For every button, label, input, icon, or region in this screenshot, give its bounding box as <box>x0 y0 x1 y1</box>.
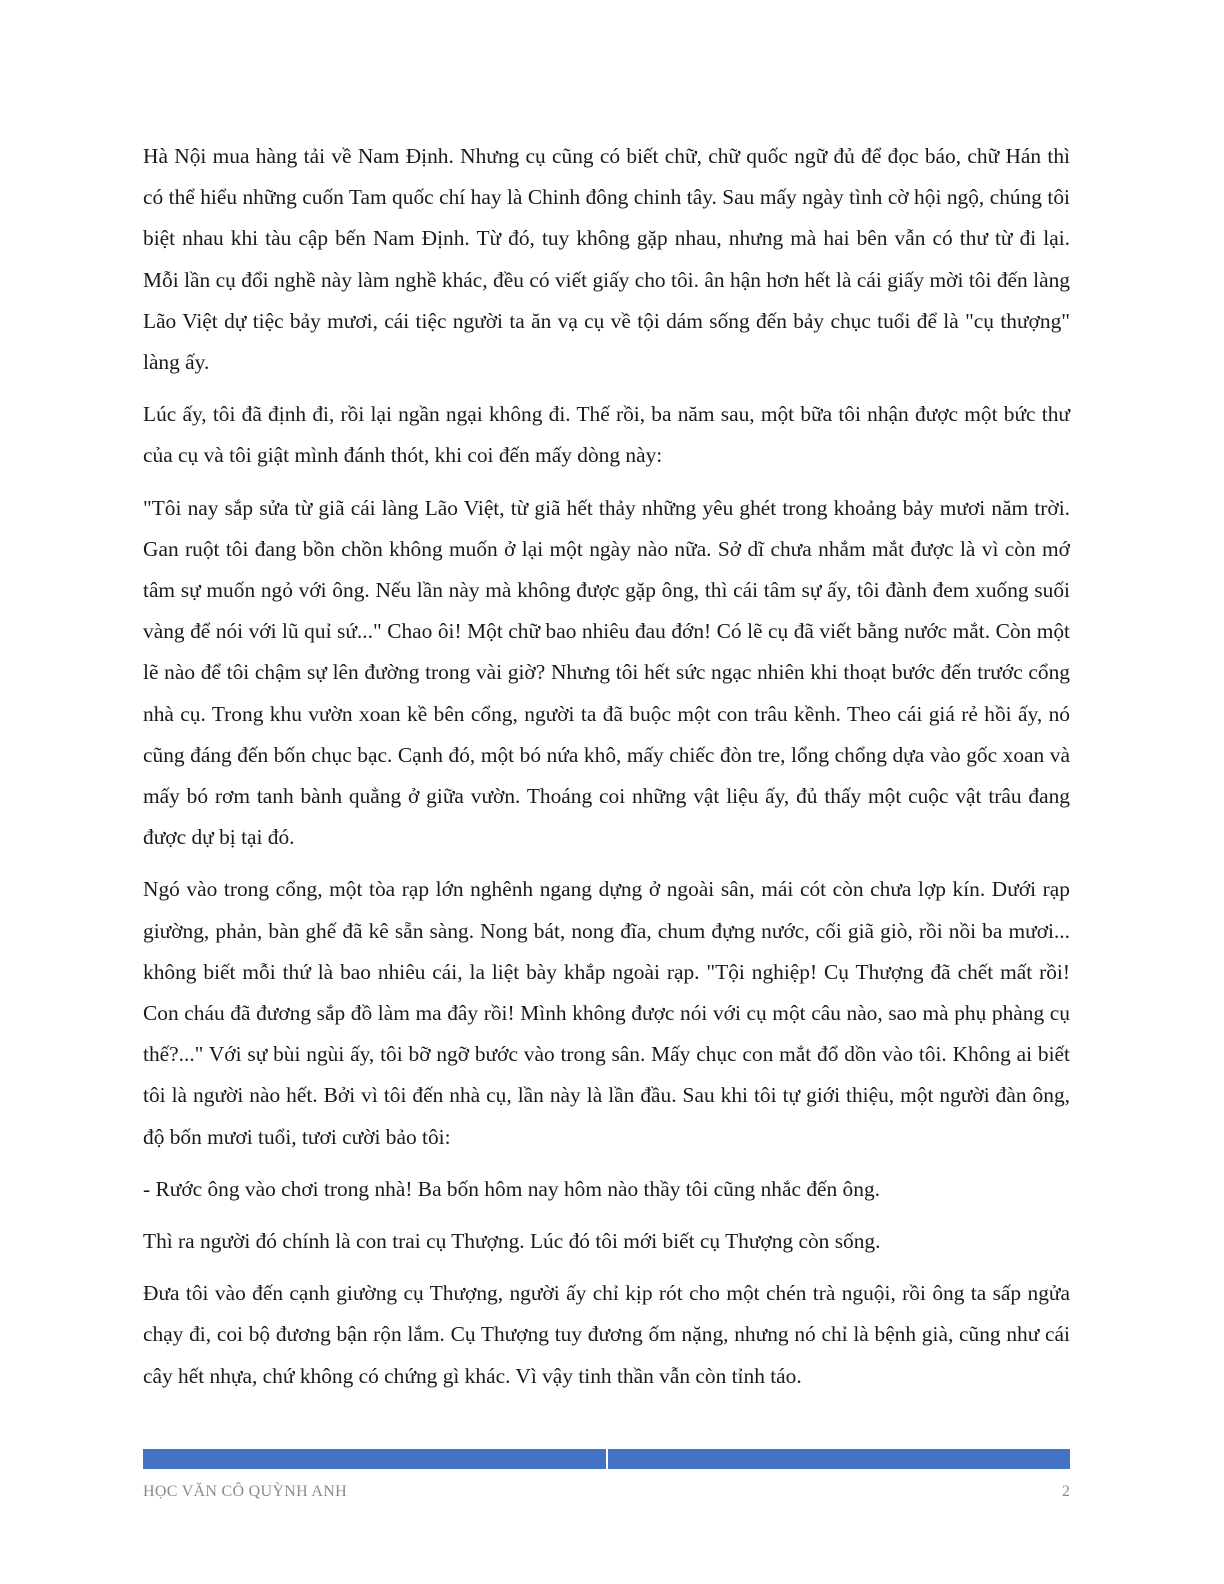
document-body <box>143 136 1070 1408</box>
footer-divider-bar <box>143 1449 1070 1469</box>
paragraph-2: Lúc ấy, tôi đã định đi, rồi lại ngần ngại không đi. Thế rồi, ba năm sau, một bữa tôi nhận được một bức thư của cụ và tôi giật mình đánh thót, khi coi đến mấy dòng này: <box>143 402 1070 468</box>
paragraph-7: Đưa tôi vào đến cạnh giường cụ Thượng, người ấy chỉ kịp rót cho một chén trà nguội, rồi ông ta sấp ngửa chạy đi, coi bộ đương bận rộn lắm. Cụ Thượng tuy đương ốm nặng, nhưng nó chỉ là bệnh già, cũng như cái cây hết nhựa, chứ không có chứng gì khác. Vì vậy tinh thần vẫn còn tỉnh táo. <box>143 1281 1070 1388</box>
page-number: 2 <box>1062 1483 1070 1500</box>
footer-bar-seam <box>606 1449 608 1469</box>
paragraph-1: Hà Nội mua hàng tải về Nam Định. Nhưng cụ cũng có biết chữ, chữ quốc ngữ đủ để đọc báo, chữ Hán thì có thể hiểu những cuốn Tam quốc chí hay là Chinh đông chinh tây. Sau mấy ngày tình cờ hội ngộ, chúng tôi biệt nhau khi tàu cập bến Nam Định. Từ đó, tuy không gặp nhau, nhưng mà hai bên vẫn có thư từ đi lại. Mỗi lần cụ đổi nghề này làm nghề khác, đều có viết giấy cho tôi. ân hận hơn hết là cái giấy mời tôi đến làng Lão Việt dự tiệc bảy mươi, cái tiệc người ta ăn vạ cụ về tội dám sống đến bảy chục tuổi để là "cụ thượng" làng ấy. <box>143 144 1070 375</box>
paragraph-6: Thì ra người đó chính là con trai cụ Thượng. Lúc đó tôi mới biết cụ Thượng còn sống. <box>143 1229 881 1254</box>
paragraph-4: Ngó vào trong cổng, một tòa rạp lớn nghênh ngang dựng ở ngoài sân, mái cót còn chưa lợp kín. Dưới rạp giường, phản, bàn ghế đã kê sẵn sàng. Nong bát, nong đĩa, chum đựng nước, cối giã giò, rồi nồi ba mươi... không biết mỗi thứ là bao nhiêu cái, la liệt bày khắp ngoài rạp. "Tội nghiệp! Cụ Thượng đã chết mất rồi! Con cháu đã đương sắp đồ làm ma đây rồi! Mình không được nói với cụ một câu nào, sao mà phụ phàng cụ thế?..." Với sự bùi ngùi ấy, tôi bỡ ngỡ bước vào trong sân. Mấy chục con mắt đổ dồn vào tôi. Không ai biết tôi là người nào hết. Bởi vì tôi đến nhà cụ, lần này là lần đầu. Sau khi tôi tự giới thiệu, một người đàn ông, độ bốn mươi tuổi, tươi cười bảo tôi: <box>143 877 1070 1149</box>
paragraph-5: - Rước ông vào chơi trong nhà! Ba bốn hôm nay hôm nào thầy tôi cũng nhắc đến ông. <box>143 1176 880 1201</box>
paragraph-3: "Tôi nay sắp sửa từ giã cái làng Lão Việt, từ giã hết thảy những yêu ghét trong khoảng bảy mươi năm trời. Gan ruột tôi đang bồn chồn không muốn ở lại một ngày nào nữa. Sở dĩ chưa nhắm mắt được là vì còn mớ tâm sự muốn ngỏ với ông. Nếu lần này mà không được gặp ông, thì cái tâm sự ấy, tôi đành đem xuống suối vàng để nói với lũ quỉ sứ..." Chao ôi! Một chữ bao nhiêu đau đớn! Có lẽ cụ đã viết bằng nước mắt. Còn một lẽ nào để tôi chậm sự lên đường trong vài giờ? Nhưng tôi hết sức ngạc nhiên khi thoạt bước đến trước cổng nhà cụ. Trong khu vườn xoan kề bên cổng, người ta đã buộc một con trâu kềnh. Theo cái giá rẻ hồi ấy, nó cũng đáng đến bốn chục bạc. Cạnh đó, một bó nứa khô, mấy chiếc đòn tre, lổng chổng dựa vào gốc xoan và mấy bó rơm tanh bành quẳng ở giữa vườn. Thoáng coi những vật liệu ấy, đủ thấy một cuộc vật trâu đang được dự bị tại đó. <box>143 495 1070 850</box>
footer-title: HỌC VĂN CÔ QUỲNH ANH <box>143 1483 347 1500</box>
